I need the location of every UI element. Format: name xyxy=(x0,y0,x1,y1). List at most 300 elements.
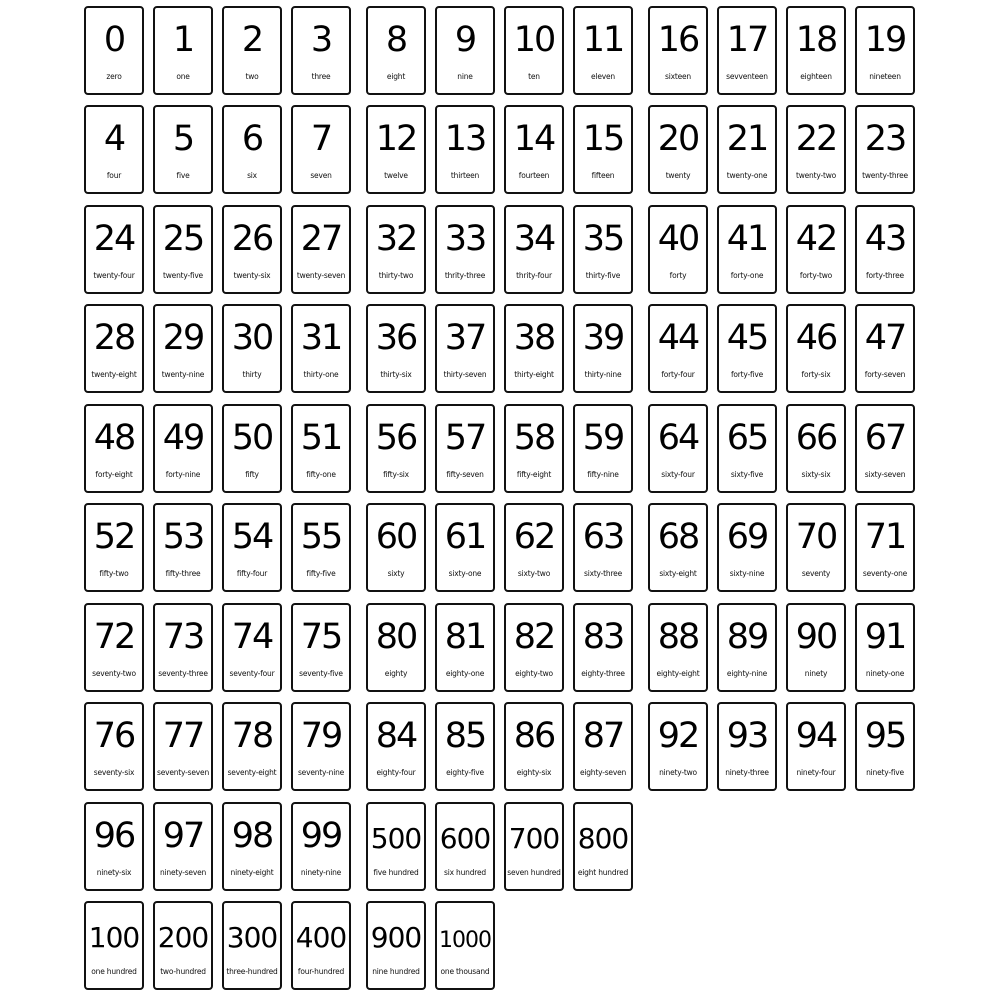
card-numeral: 60 xyxy=(375,517,417,557)
card-numeral: 75 xyxy=(300,617,342,657)
card-number-word: eighty-nine xyxy=(726,669,768,678)
card-numeral: 21 xyxy=(726,119,768,159)
number-card xyxy=(291,702,351,791)
card-number-word: three-hundred xyxy=(226,967,278,976)
card-numeral: 9 xyxy=(454,20,476,60)
card-numeral: 17 xyxy=(726,20,768,60)
card-numeral: 600 xyxy=(439,822,491,855)
card-number-word: seventy-six xyxy=(93,768,135,777)
card-number-word: four xyxy=(106,171,122,180)
card-numeral: 23 xyxy=(864,119,906,159)
card-number-word: forty xyxy=(669,271,687,280)
card-numeral: 93 xyxy=(726,716,768,756)
card-numeral: 98 xyxy=(231,816,273,856)
card-number-word: eight xyxy=(386,72,406,81)
number-card xyxy=(366,603,426,692)
card-numeral: 87 xyxy=(582,716,624,756)
number-card xyxy=(504,105,564,194)
number-card xyxy=(222,503,282,592)
card-number-word: forty-one xyxy=(730,271,764,280)
card-numeral: 800 xyxy=(577,822,629,855)
card-number-word: sixty-three xyxy=(583,569,623,578)
card-numeral: 74 xyxy=(231,617,273,657)
number-card xyxy=(717,503,777,592)
card-numeral: 80 xyxy=(375,617,417,657)
number-card xyxy=(84,702,144,791)
number-card xyxy=(435,603,495,692)
card-numeral: 72 xyxy=(93,617,135,657)
number-card xyxy=(717,702,777,791)
card-numeral: 28 xyxy=(93,318,135,358)
card-number-word: seventy-four xyxy=(229,669,275,678)
card-number-word: thirty-seven xyxy=(443,370,487,379)
number-card xyxy=(153,702,213,791)
number-card xyxy=(717,304,777,393)
card-number-word: thirty-one xyxy=(303,370,339,379)
card-number-word: thirty-six xyxy=(380,370,412,379)
card-number-word: seventy xyxy=(801,569,831,578)
number-card xyxy=(855,603,915,692)
number-card xyxy=(435,802,495,891)
card-number-word: nine hundred xyxy=(372,967,420,976)
number-card xyxy=(153,105,213,194)
card-numeral: 2 xyxy=(241,20,263,60)
number-card xyxy=(435,105,495,194)
card-numeral: 26 xyxy=(231,219,273,259)
card-number-word: thirteen xyxy=(450,171,480,180)
card-number-word: sixty xyxy=(387,569,405,578)
number-card xyxy=(435,901,495,990)
card-numeral: 13 xyxy=(444,119,486,159)
number-card xyxy=(648,603,708,692)
number-card xyxy=(291,105,351,194)
number-card xyxy=(366,702,426,791)
card-numeral: 20 xyxy=(657,119,699,159)
number-card xyxy=(435,205,495,294)
card-numeral: 55 xyxy=(300,517,342,557)
card-number-word: thirty-nine xyxy=(584,370,622,379)
card-numeral: 36 xyxy=(375,318,417,358)
number-card xyxy=(504,702,564,791)
card-number-word: ninety-one xyxy=(865,669,905,678)
card-number-word: forty-three xyxy=(866,271,904,280)
card-number-word: eighty-five xyxy=(446,768,484,777)
card-number-word: twenty-six xyxy=(233,271,271,280)
card-number-word: fifty-six xyxy=(383,470,409,479)
card-number-word: seventy-five xyxy=(299,669,343,678)
card-numeral: 52 xyxy=(93,517,135,557)
number-card xyxy=(366,105,426,194)
number-card xyxy=(648,702,708,791)
number-card xyxy=(153,802,213,891)
number-card xyxy=(786,702,846,791)
number-card xyxy=(366,6,426,95)
card-number-word: one thousand xyxy=(440,967,490,976)
card-number-word: eighty-one xyxy=(445,669,485,678)
number-card xyxy=(717,603,777,692)
card-numeral: 38 xyxy=(513,318,555,358)
card-number-word: four-hundred xyxy=(297,967,345,976)
card-number-word: ninety-six xyxy=(96,868,132,877)
card-number-word: fifty-seven xyxy=(446,470,484,479)
card-numeral: 31 xyxy=(300,318,342,358)
card-number-word: sixty-six xyxy=(801,470,831,479)
card-number-word: sixty-five xyxy=(730,470,764,479)
card-number-word: thirty xyxy=(242,370,262,379)
number-card xyxy=(786,503,846,592)
number-card xyxy=(291,802,351,891)
card-numeral: 96 xyxy=(93,816,135,856)
number-card xyxy=(366,503,426,592)
card-number-word: twenty-five xyxy=(163,271,203,280)
card-numeral: 81 xyxy=(444,617,486,657)
card-number-word: twenty-nine xyxy=(161,370,205,379)
card-numeral: 95 xyxy=(864,716,906,756)
card-numeral: 35 xyxy=(582,219,624,259)
card-number-word: ninety xyxy=(804,669,828,678)
card-number-word: ninety-eight xyxy=(230,868,274,877)
card-number-word: eight hundred xyxy=(577,868,629,877)
card-numeral: 56 xyxy=(375,418,417,458)
number-card xyxy=(573,802,633,891)
number-card xyxy=(153,503,213,592)
card-numeral: 76 xyxy=(93,716,135,756)
card-number-word: sixty-four xyxy=(661,470,695,479)
number-card xyxy=(222,901,282,990)
card-numeral: 84 xyxy=(375,716,417,756)
card-numeral: 48 xyxy=(93,418,135,458)
number-card xyxy=(222,105,282,194)
number-card xyxy=(84,603,144,692)
number-card xyxy=(786,205,846,294)
card-numeral: 97 xyxy=(162,816,204,856)
card-number-word: forty-two xyxy=(799,271,833,280)
card-number-word: one xyxy=(176,72,190,81)
number-card xyxy=(648,404,708,493)
card-numeral: 200 xyxy=(157,921,209,954)
number-card xyxy=(435,6,495,95)
card-number-word: eighteen xyxy=(800,72,832,81)
number-card xyxy=(504,304,564,393)
card-number-word: six xyxy=(247,171,257,180)
card-numeral: 16 xyxy=(657,20,699,60)
number-card xyxy=(855,105,915,194)
number-card xyxy=(222,205,282,294)
card-numeral: 73 xyxy=(162,617,204,657)
card-number-word: ninety-seven xyxy=(159,868,207,877)
number-card xyxy=(573,304,633,393)
card-numeral: 29 xyxy=(162,318,204,358)
card-number-word: zero xyxy=(106,72,122,81)
number-card xyxy=(84,901,144,990)
card-number-word: twenty-seven xyxy=(296,271,346,280)
number-card xyxy=(153,6,213,95)
number-card xyxy=(573,503,633,592)
card-number-word: seventy-two xyxy=(92,669,136,678)
card-number-word: seventy-seven xyxy=(156,768,209,777)
card-number-word: twenty-three xyxy=(862,171,908,180)
card-numeral: 14 xyxy=(513,119,555,159)
number-card xyxy=(717,105,777,194)
card-number-word: sixty-one xyxy=(448,569,482,578)
card-numeral: 39 xyxy=(582,318,624,358)
number-card xyxy=(222,702,282,791)
number-card xyxy=(291,404,351,493)
number-card xyxy=(222,6,282,95)
number-card xyxy=(648,205,708,294)
card-number-word: eighty-eight xyxy=(656,669,700,678)
card-numeral: 53 xyxy=(162,517,204,557)
card-numeral: 94 xyxy=(795,716,837,756)
card-numeral: 54 xyxy=(231,517,273,557)
card-numeral: 46 xyxy=(795,318,837,358)
number-card xyxy=(84,205,144,294)
card-numeral: 69 xyxy=(726,517,768,557)
card-numeral: 78 xyxy=(231,716,273,756)
number-card xyxy=(366,404,426,493)
card-numeral: 37 xyxy=(444,318,486,358)
card-numeral: 99 xyxy=(300,816,342,856)
card-numeral: 83 xyxy=(582,617,624,657)
card-numeral: 50 xyxy=(231,418,273,458)
number-card xyxy=(573,404,633,493)
number-card xyxy=(573,6,633,95)
card-numeral: 19 xyxy=(864,20,906,60)
card-number-word: twenty-one xyxy=(726,171,768,180)
number-card xyxy=(291,205,351,294)
card-numeral: 67 xyxy=(864,418,906,458)
number-card xyxy=(435,404,495,493)
card-number-word: ten xyxy=(528,72,540,81)
card-numeral: 47 xyxy=(864,318,906,358)
number-card xyxy=(573,603,633,692)
number-card xyxy=(84,404,144,493)
card-numeral: 0 xyxy=(103,20,125,60)
card-numeral: 89 xyxy=(726,617,768,657)
card-numeral: 7 xyxy=(310,119,332,159)
card-numeral: 4 xyxy=(103,119,125,159)
card-number-word: two-hundred xyxy=(160,967,206,976)
number-card xyxy=(435,304,495,393)
card-number-word: forty-nine xyxy=(165,470,201,479)
card-number-word: ninety-four xyxy=(796,768,836,777)
card-number-word: fifty-two xyxy=(99,569,129,578)
number-card xyxy=(717,6,777,95)
card-number-word: five hundred xyxy=(373,868,419,877)
card-number-word: thirty-five xyxy=(585,271,621,280)
number-card xyxy=(291,304,351,393)
number-card xyxy=(717,404,777,493)
number-card xyxy=(84,802,144,891)
number-card xyxy=(84,6,144,95)
card-numeral: 62 xyxy=(513,517,555,557)
card-number-word: seventy-nine xyxy=(297,768,345,777)
number-card xyxy=(504,404,564,493)
number-card xyxy=(648,503,708,592)
card-number-word: eighty-four xyxy=(376,768,416,777)
card-numeral: 45 xyxy=(726,318,768,358)
number-card xyxy=(291,6,351,95)
card-number-word: fifty-one xyxy=(306,470,336,479)
number-card xyxy=(786,603,846,692)
card-number-word: forty-eight xyxy=(95,470,133,479)
card-number-word: sixty-nine xyxy=(729,569,765,578)
number-card xyxy=(366,802,426,891)
number-card xyxy=(786,105,846,194)
number-card xyxy=(291,901,351,990)
number-card xyxy=(435,702,495,791)
card-number-word: nineteen xyxy=(869,72,901,81)
card-number-word: twelve xyxy=(384,171,408,180)
card-numeral: 82 xyxy=(513,617,555,657)
card-number-word: thrity-three xyxy=(444,271,486,280)
card-numeral: 34 xyxy=(513,219,555,259)
card-number-word: forty-five xyxy=(730,370,764,379)
number-card xyxy=(648,105,708,194)
number-card xyxy=(786,6,846,95)
number-card xyxy=(153,205,213,294)
card-numeral: 85 xyxy=(444,716,486,756)
card-numeral: 3 xyxy=(310,20,332,60)
card-numeral: 77 xyxy=(162,716,204,756)
card-number-word: twenty xyxy=(665,171,691,180)
number-card xyxy=(153,901,213,990)
card-numeral: 8 xyxy=(385,20,407,60)
card-number-word: eighty xyxy=(384,669,408,678)
card-number-word: thirty-eight xyxy=(514,370,554,379)
card-numeral: 10 xyxy=(513,20,555,60)
card-number-word: sixty-seven xyxy=(864,470,906,479)
card-numeral: 1 xyxy=(172,20,194,60)
card-number-word: thrity-four xyxy=(516,271,552,280)
card-numeral: 91 xyxy=(864,617,906,657)
number-card xyxy=(84,304,144,393)
card-number-word: seventy-one xyxy=(862,569,908,578)
card-number-word: thirty-two xyxy=(378,271,414,280)
card-number-word: nine xyxy=(457,72,473,81)
number-card xyxy=(504,603,564,692)
card-number-word: fourteen xyxy=(518,171,550,180)
card-number-word: fifteen xyxy=(591,171,615,180)
card-numeral: 6 xyxy=(241,119,263,159)
card-number-word: five xyxy=(176,171,190,180)
card-numeral: 88 xyxy=(657,617,699,657)
card-numeral: 32 xyxy=(375,219,417,259)
number-card xyxy=(855,503,915,592)
card-numeral: 57 xyxy=(444,418,486,458)
number-card xyxy=(153,304,213,393)
number-card xyxy=(855,702,915,791)
card-numeral: 27 xyxy=(300,219,342,259)
number-card xyxy=(291,503,351,592)
number-card xyxy=(786,404,846,493)
card-numeral: 86 xyxy=(513,716,555,756)
card-number-word: eighty-seven xyxy=(579,768,627,777)
card-numeral: 100 xyxy=(88,921,140,954)
number-card xyxy=(504,205,564,294)
card-numeral: 11 xyxy=(582,20,624,60)
card-numeral: 92 xyxy=(657,716,699,756)
card-number-word: seventy-eight xyxy=(227,768,277,777)
number-card xyxy=(366,304,426,393)
card-number-word: sixteen xyxy=(665,72,691,81)
card-numeral: 15 xyxy=(582,119,624,159)
number-card xyxy=(84,503,144,592)
number-card xyxy=(222,404,282,493)
card-numeral: 30 xyxy=(231,318,273,358)
card-number-word: fifty-three xyxy=(165,569,201,578)
number-card xyxy=(717,205,777,294)
number-card xyxy=(504,503,564,592)
card-number-word: seventy-three xyxy=(158,669,208,678)
card-number-word: eighty-six xyxy=(516,768,552,777)
number-card xyxy=(153,404,213,493)
number-card xyxy=(855,6,915,95)
card-numeral: 71 xyxy=(864,517,906,557)
card-number-word: forty-four xyxy=(661,370,695,379)
card-numeral: 79 xyxy=(300,716,342,756)
card-numeral: 66 xyxy=(795,418,837,458)
number-card xyxy=(855,404,915,493)
number-card xyxy=(153,603,213,692)
card-number-word: fifty-eight xyxy=(516,470,552,479)
card-number-word: ninety-three xyxy=(725,768,769,777)
card-numeral: 59 xyxy=(582,418,624,458)
number-card xyxy=(435,503,495,592)
card-numeral: 65 xyxy=(726,418,768,458)
card-numeral: 43 xyxy=(864,219,906,259)
card-number-word: sevventeen xyxy=(726,72,768,81)
card-numeral: 900 xyxy=(370,921,422,954)
card-number-word: eighty-three xyxy=(581,669,625,678)
card-number-word: seven hundred xyxy=(507,868,561,877)
card-number-word: fifty-four xyxy=(236,569,268,578)
card-number-word: ninety-nine xyxy=(300,868,342,877)
number-card xyxy=(291,603,351,692)
number-card xyxy=(573,105,633,194)
card-numeral: 22 xyxy=(795,119,837,159)
number-card xyxy=(855,205,915,294)
number-card xyxy=(504,6,564,95)
card-number-word: fifty-five xyxy=(306,569,336,578)
number-card xyxy=(222,802,282,891)
number-card xyxy=(222,304,282,393)
number-card xyxy=(855,304,915,393)
card-number-word: six hundred xyxy=(444,868,486,877)
card-number-word: two xyxy=(245,72,259,81)
card-number-word: one hundred xyxy=(91,967,137,976)
number-card xyxy=(648,304,708,393)
card-number-word: sixty-two xyxy=(517,569,551,578)
number-card xyxy=(573,205,633,294)
card-number-word: forty-six xyxy=(801,370,831,379)
card-numeral: 12 xyxy=(375,119,417,159)
card-numeral: 58 xyxy=(513,418,555,458)
card-numeral: 25 xyxy=(162,219,204,259)
card-number-word: twenty-two xyxy=(795,171,837,180)
card-numeral: 51 xyxy=(300,418,342,458)
card-number-word: sixty-eight xyxy=(659,569,697,578)
number-card xyxy=(504,802,564,891)
card-numeral: 90 xyxy=(795,617,837,657)
card-numeral: 500 xyxy=(370,822,422,855)
card-numeral: 24 xyxy=(93,219,135,259)
number-card xyxy=(84,105,144,194)
card-number-word: eleven xyxy=(591,72,615,81)
card-numeral: 400 xyxy=(295,921,347,954)
card-number-word: seven xyxy=(310,171,332,180)
card-number-word: eighty-two xyxy=(515,669,553,678)
